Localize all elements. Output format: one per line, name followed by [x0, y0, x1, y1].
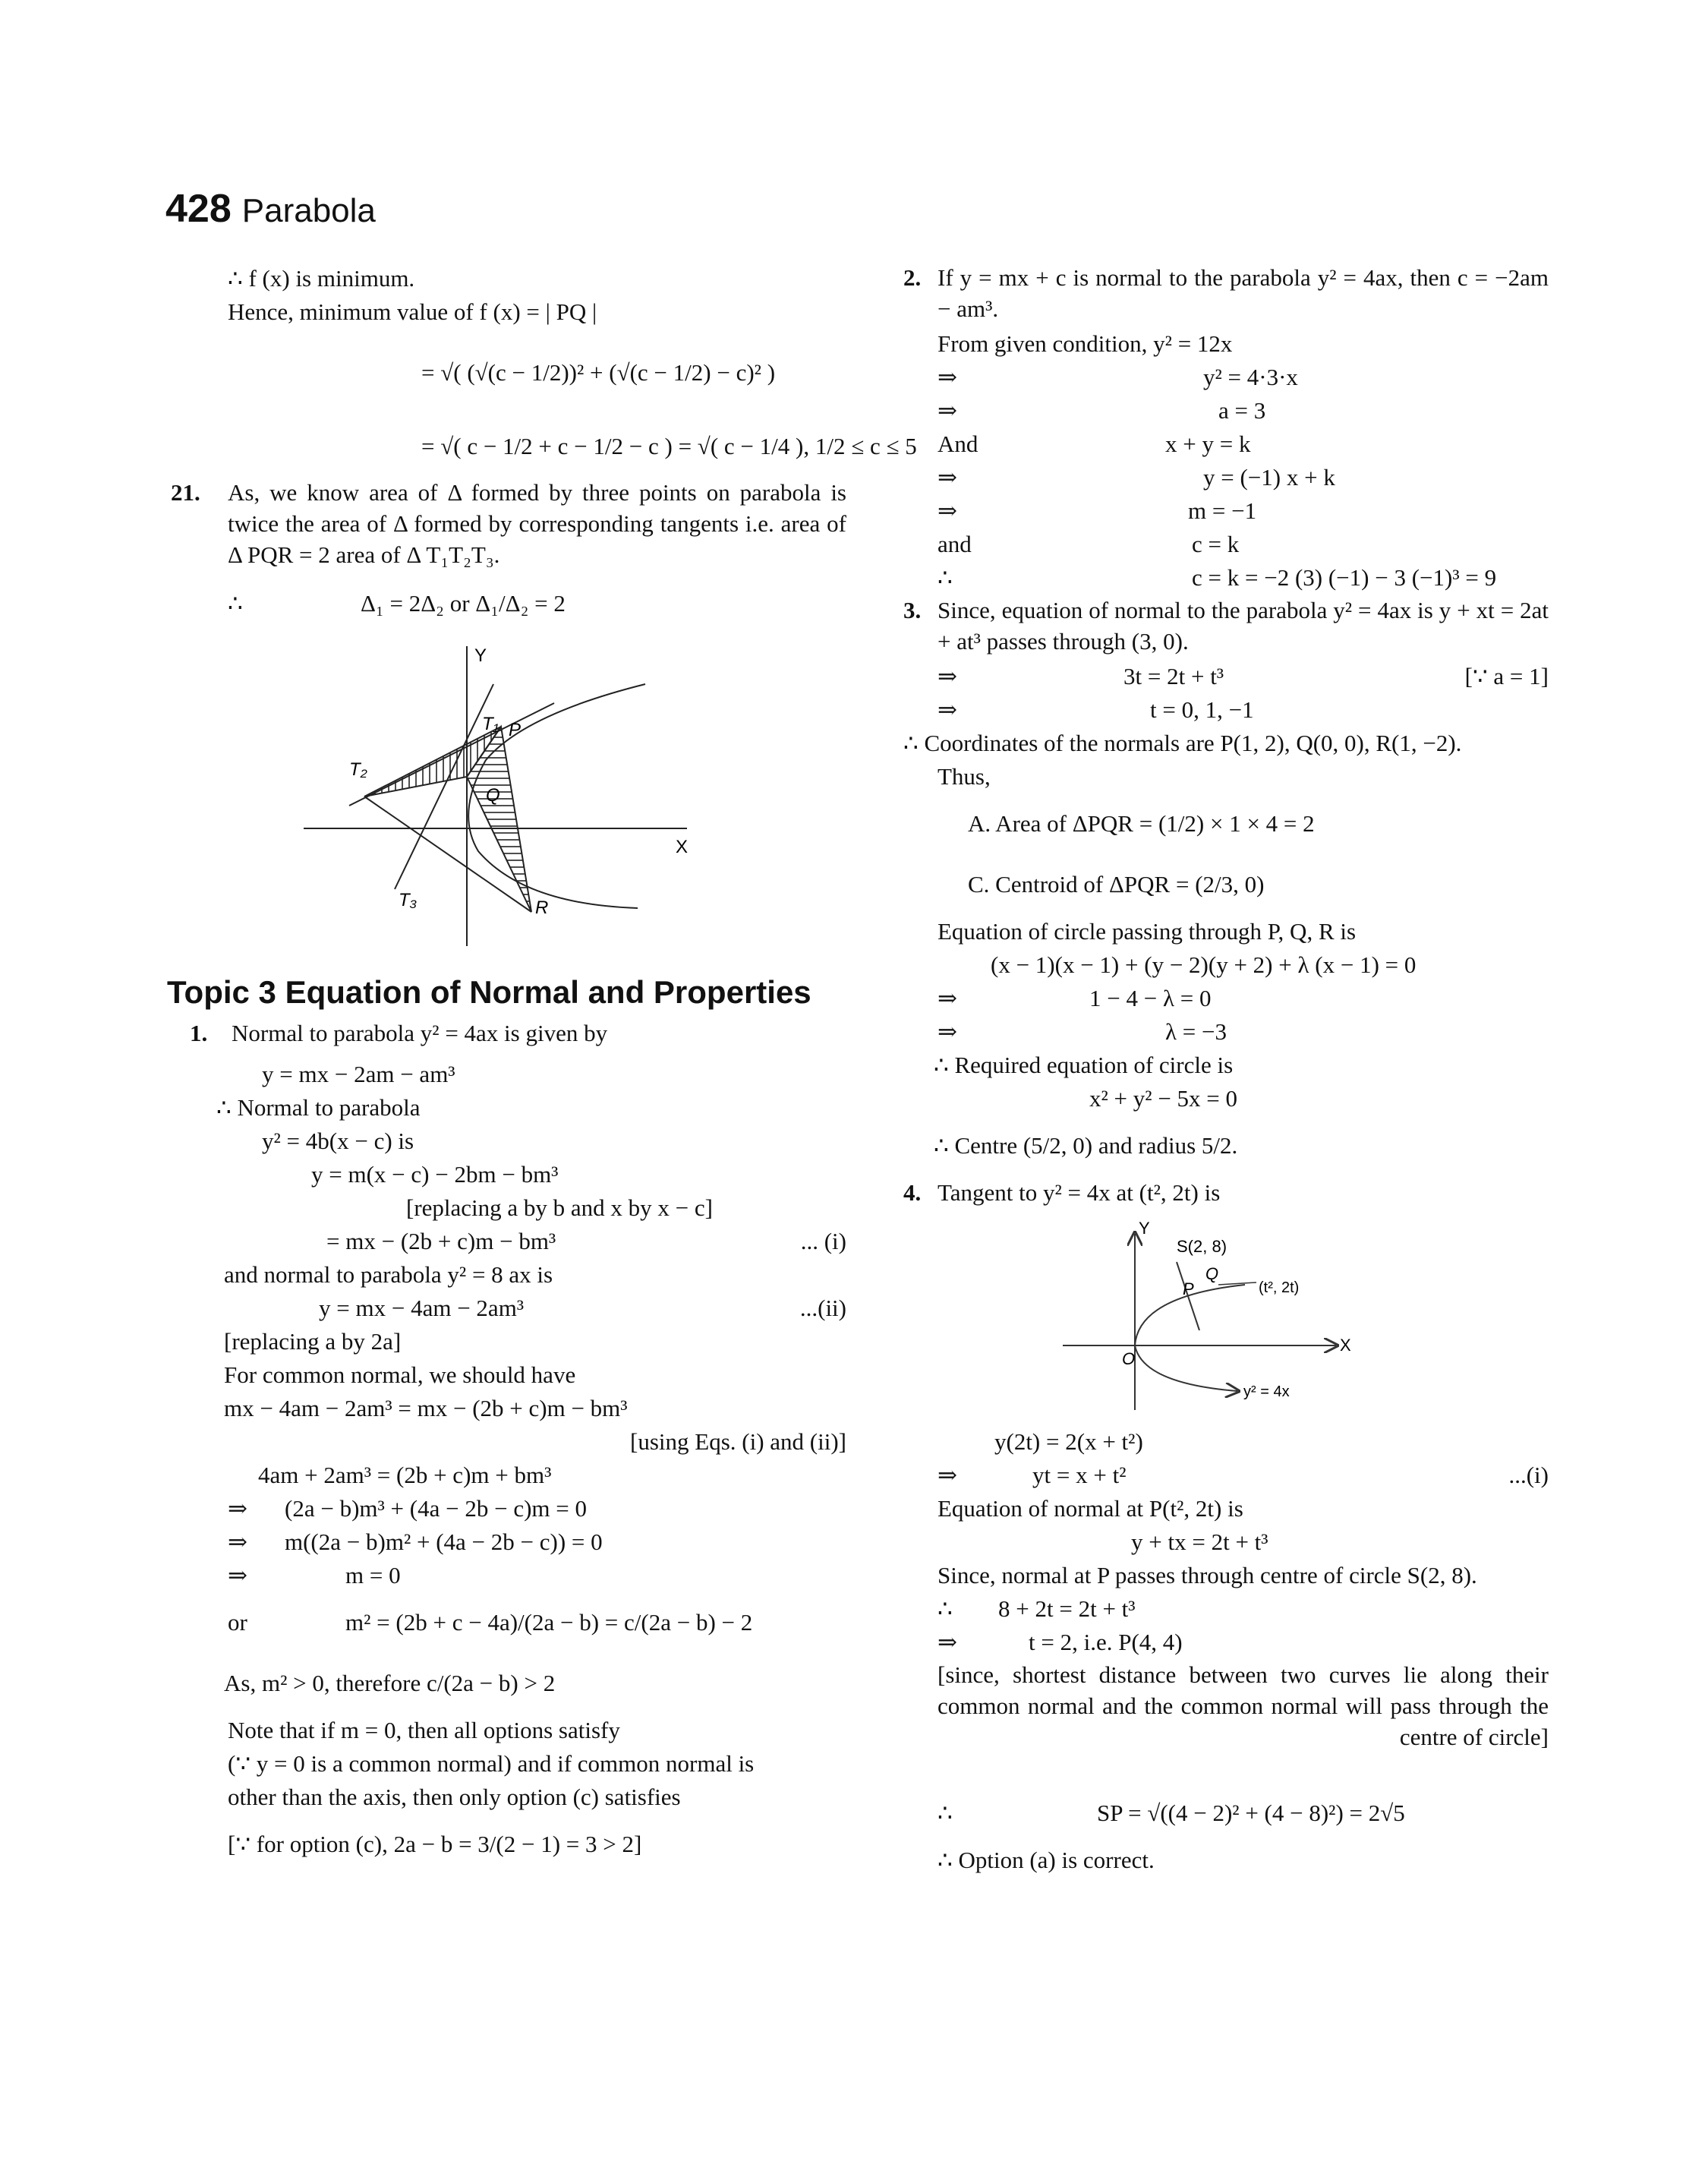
question-2	[903, 262, 1549, 324]
question-text: As, we know area of Δ formed by three points on parabola is twice the area of Δ formed by corresponding tangents i.e. area of Δ PQR = 2 area of Δ T₁T₂T₃.	[228, 479, 846, 568]
origin-label: O	[1122, 1349, 1136, 1368]
formula-line: C. Centroid of ΔPQR = (2/3, 0)	[968, 871, 1265, 897]
formula-line: (x − 1)(x − 1) + (y − 2)(y + 2) + λ (x − 1) = 0	[991, 951, 1417, 978]
text-line	[171, 1425, 846, 1459]
topic-heading: Topic 3 Equation of Normal and Properties	[167, 974, 811, 1010]
formula: c = k	[1192, 531, 1240, 557]
tangent-line	[349, 703, 554, 806]
text-line: Thus,	[938, 763, 991, 790]
tangent-line	[1218, 1282, 1256, 1285]
formula: t = 0, 1, −1	[1150, 696, 1254, 723]
formula-line	[171, 1492, 846, 1525]
equation-tag: ...(ii)	[799, 1295, 846, 1321]
implies-symbol: ⇒	[938, 364, 957, 390]
q-label: Q	[486, 785, 500, 806]
x-label: X	[676, 837, 689, 857]
formula: (2a − b)m³ + (4a − 2b − c)m = 0	[285, 1495, 588, 1522]
formula-line	[903, 361, 1549, 394]
text-line: Note that if m = 0, then all options satisfy	[228, 1717, 620, 1743]
question-text: Tangent to y² = 4x at (t², 2t) is	[938, 1179, 1221, 1206]
left-column	[167, 262, 917, 1875]
implies-symbol: ⇒	[228, 1495, 247, 1522]
implies-symbol: ⇒	[938, 1462, 957, 1488]
text-label: And	[938, 431, 978, 457]
formula-line	[171, 1292, 846, 1325]
note: [∵ a = 1]	[1464, 663, 1549, 689]
formula-line	[171, 573, 846, 634]
formula: SP = √((4 − 2)² + (4 − 8)²) = 2√5	[1097, 1800, 1405, 1826]
y-label: Y	[1139, 1220, 1150, 1238]
formula: 3t = 2t + t³	[1123, 663, 1224, 689]
formula: y = mx − 4am − 2am³	[319, 1295, 525, 1321]
text-line: Hence, minimum value of f (x) = | PQ |	[228, 298, 597, 325]
implies-symbol: ⇒	[938, 663, 957, 689]
formula: a = 3	[1218, 397, 1266, 424]
text-line: Equation of normal at P(t², 2t) is	[938, 1495, 1243, 1522]
text-line: From given condition, y² = 12x	[938, 330, 1233, 357]
question-text: Normal to parabola y² = 4ax is given by	[232, 1020, 608, 1046]
equation-tag: ...(i)	[1508, 1462, 1549, 1488]
text-line: [replacing a by b and x by x − c]	[406, 1194, 713, 1221]
formula-line: A. Area of ΔPQR = (1/2) × 1 × 4 = 2	[968, 810, 1315, 837]
formula-line	[903, 494, 1549, 528]
formula: y² = 4·3·x	[1203, 364, 1298, 390]
question-4	[903, 1176, 1549, 1210]
text-line: ∴ f (x) is minimum.	[228, 265, 415, 292]
implies-symbol: ⇒	[938, 1018, 957, 1045]
formula: m((2a − b)m² + (4a − 2b − c)) = 0	[285, 1528, 603, 1555]
formula: c = k = −2 (3) (−1) − 3 (−1)³ = 9	[1192, 564, 1497, 591]
or-label: or	[228, 1609, 247, 1636]
formula-line: As, m² > 0, therefore c/(2a − b) > 2	[224, 1670, 556, 1696]
text-line: ∴ Normal to parabola	[216, 1094, 421, 1121]
formula-line: y = m(x − c) − 2bm − bm³	[311, 1161, 559, 1188]
formula: m = 0	[345, 1562, 401, 1588]
formula-line	[903, 461, 1549, 494]
formula-line	[903, 427, 1549, 461]
equation-tag: ... (i)	[800, 1228, 846, 1254]
p-label: P	[1183, 1279, 1194, 1298]
y-label: Y	[474, 645, 487, 666]
text-line: Equation of circle passing through P, Q, R is	[938, 918, 1357, 945]
formula: 8 + 2t = 2t + t³	[998, 1595, 1136, 1622]
formula-line: 4am + 2am³ = (2b + c)m + bm³	[258, 1462, 552, 1488]
question-3	[903, 595, 1549, 657]
formula-line	[171, 1225, 846, 1258]
formula-line: ∴ Centre (5/2, 0) and radius 5/2.	[934, 1132, 1238, 1159]
formula-line	[903, 1592, 1549, 1626]
formula-line	[903, 693, 1549, 727]
question-number: 4.	[903, 1179, 922, 1206]
q-label: Q	[1205, 1264, 1219, 1283]
question-21	[171, 477, 846, 570]
formula-line	[171, 1525, 846, 1559]
formula-line	[903, 1783, 1549, 1844]
formula: m² = (2b + c − 4a)/(2a − b) = c/(2a − b) − 2	[345, 1609, 753, 1636]
formula: = mx − (2b + c)m − bm³	[326, 1228, 556, 1254]
page-number: 428	[165, 187, 232, 231]
implies-symbol: ⇒	[938, 696, 957, 723]
therefore-symbol: ∴	[938, 564, 953, 591]
formula: x + y = k	[1165, 431, 1251, 457]
formula-line	[903, 1459, 1549, 1492]
text-line: [replacing a by 2a]	[224, 1328, 402, 1355]
text-block: [since, shortest distance between two curves lie along their common normal and the common normal will pass through the centre of circle]	[938, 1661, 1549, 1750]
implies-symbol: ⇒	[228, 1562, 247, 1588]
text-line: other than the axis, then only option (c) satisfies	[228, 1784, 681, 1810]
question-number: 21.	[171, 479, 200, 506]
formula: λ = −3	[1165, 1018, 1227, 1045]
curve-label: y² = 4x	[1243, 1383, 1290, 1400]
formula: Δ₁ = 2Δ₂ or Δ₁/Δ₂ = 2	[361, 590, 566, 617]
therefore-symbol: ∴	[938, 1800, 953, 1826]
formula-line: x² + y² − 5x = 0	[1089, 1085, 1238, 1112]
s-label: S(2, 8)	[1177, 1237, 1227, 1256]
formula-line: y(2t) = 2(x + t²)	[994, 1428, 1143, 1455]
t2-label: T₂	[349, 759, 367, 780]
formula-line: mx − 4am − 2am³ = mx − (2b + c)m − bm³	[224, 1395, 628, 1421]
formula-line	[903, 1015, 1549, 1049]
implies-symbol: ⇒	[938, 397, 957, 424]
question-text: If y = mx + c is normal to the parabola y² = 4ax, then c = −2am − am³.	[938, 264, 1549, 322]
implies-symbol: ⇒	[938, 464, 957, 491]
formula: y = (−1) x + k	[1203, 464, 1335, 491]
tangent-triangle-figure	[304, 639, 698, 957]
text-label: and	[938, 531, 972, 557]
question-number: 3.	[903, 597, 922, 623]
text-line: ∴ Option (a) is correct.	[938, 1847, 1155, 1873]
text-line: ∴ Coordinates of the normals are P(1, 2), Q(0, 0), R(1, −2).	[903, 730, 1462, 756]
formula-line: y + tx = 2t + t³	[1131, 1528, 1268, 1555]
point-label: (t², 2t)	[1259, 1279, 1300, 1296]
formula: m = −1	[1188, 497, 1257, 524]
formula-line	[903, 561, 1549, 595]
question-number: 1.	[190, 1020, 208, 1046]
formula-line	[903, 660, 1549, 693]
parabola-lower-branch	[1135, 1345, 1237, 1391]
text-line: ∴ Required equation of circle is	[934, 1052, 1234, 1078]
formula: t = 2, i.e. P(4, 4)	[1029, 1629, 1183, 1655]
implies-symbol: ⇒	[938, 497, 957, 524]
formula: yt = x + t²	[1032, 1462, 1127, 1488]
formula-line	[171, 1592, 846, 1653]
formula-line	[903, 394, 1549, 427]
formula-line	[903, 1626, 1549, 1659]
text-line: Since, normal at P passes through centre of circle S(2, 8).	[938, 1562, 1477, 1588]
question-1	[171, 1017, 846, 1050]
implies-symbol: ⇒	[938, 985, 957, 1011]
right-column	[903, 262, 1549, 1877]
section-title: Parabola	[241, 192, 376, 229]
page-header	[165, 186, 376, 232]
therefore-symbol: ∴	[938, 1595, 953, 1622]
text-line: (∵ y = 0 is a common normal) and if common normal is	[228, 1750, 755, 1777]
text-line: For common normal, we should have	[224, 1361, 576, 1388]
x-label: X	[1340, 1336, 1351, 1355]
formula-line	[903, 982, 1549, 1015]
t1-label: T₁	[482, 714, 499, 734]
text-line: and normal to parabola y² = 8 ax is	[224, 1261, 553, 1288]
formula: 1 − 4 − λ = 0	[1089, 985, 1212, 1011]
therefore-symbol: ∴	[228, 590, 243, 617]
p-label: P	[509, 720, 522, 740]
question-text: Since, equation of normal to the parabola y² = 4ax is y + xt = 2at + at³ passes through (3, 0).	[938, 597, 1549, 655]
r-label: R	[535, 897, 549, 918]
formula-line	[903, 528, 1549, 561]
formula-line: = √( (√(c − 1/2))² + (√(c − 1/2) − c)² )	[421, 359, 776, 386]
question-number: 2.	[903, 264, 922, 291]
text-line: [∵ for option (c), 2a − b = 3/(2 − 1) = 3 > 2]	[228, 1831, 642, 1857]
note: [using Eqs. (i) and (ii)]	[630, 1428, 846, 1455]
formula-line: y = mx − 2am − am³	[262, 1061, 455, 1087]
implies-symbol: ⇒	[228, 1528, 247, 1555]
formula-line: = √( c − 1/2 + c − 1/2 − c ) = √( c − 1/4 ), 1/2 ≤ c ≤ 5	[421, 433, 917, 459]
implies-symbol: ⇒	[938, 1629, 957, 1655]
parabola-normal-figure	[1063, 1220, 1382, 1418]
formula-line: y² = 4b(x − c) is	[262, 1128, 414, 1154]
t3-label: T₃	[399, 890, 418, 910]
formula-line	[171, 1559, 846, 1592]
